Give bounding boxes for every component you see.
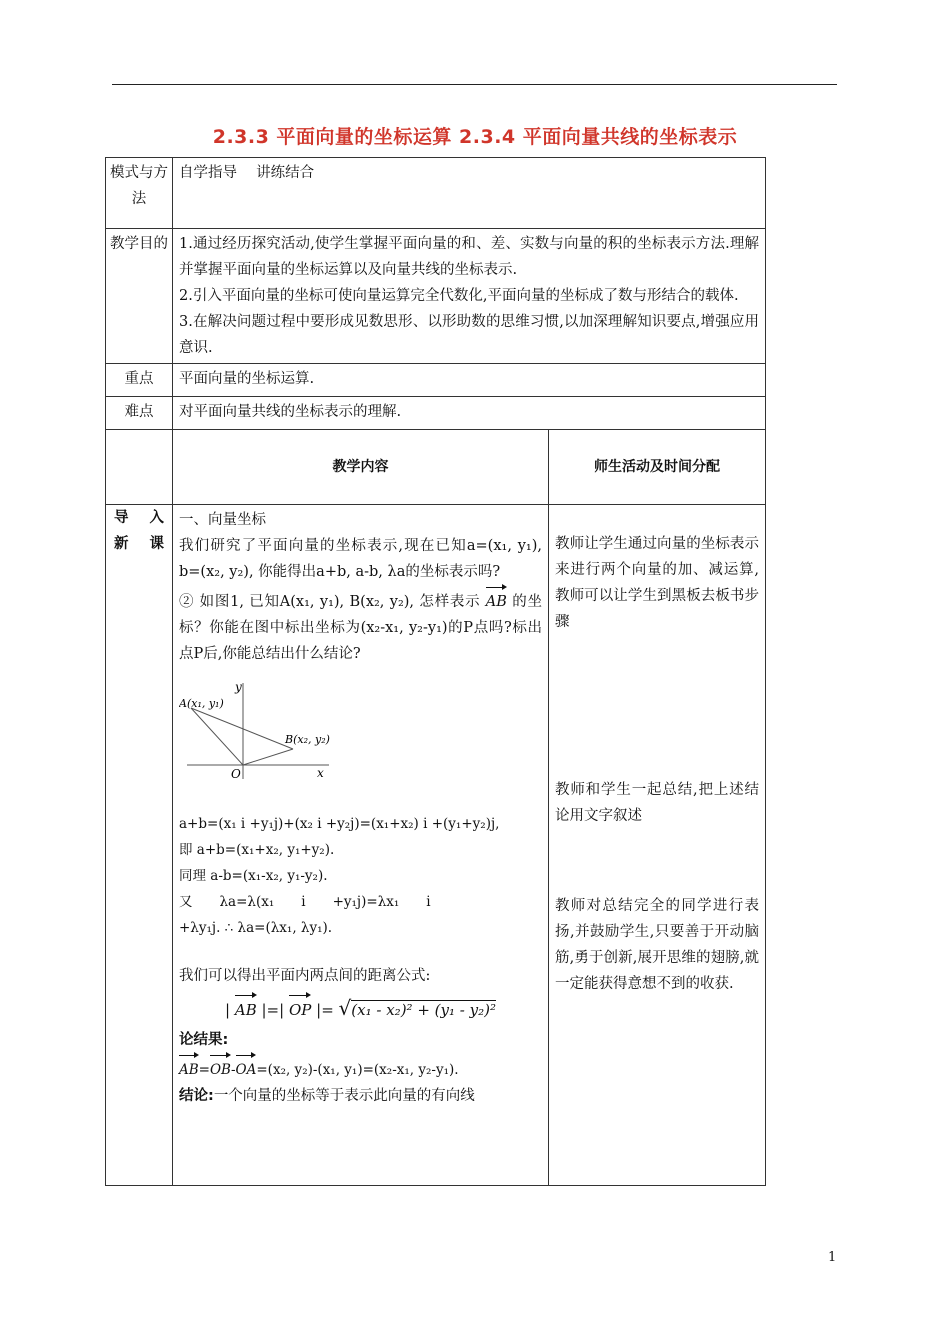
goal-item: 3.在解决问题过程中要形成见数思形、以形助数的思维习惯,以加深理解知识要点,增强应用意识. (179, 314, 760, 356)
final-conclusion (179, 1083, 542, 1109)
mode-value: 自学指导 讲练结合 (173, 158, 766, 229)
equation-line: 即 a+b=(x₁+x₂, y₁+y₂). (179, 842, 335, 858)
header-rule (112, 84, 837, 85)
goal-item: 1.通过经历探究活动,使学生掌握平面向量的和、差、实数与向量的积的坐标表示方法.理解并掌握平面向量的坐标运算以及向量共线的坐标表示. (179, 236, 760, 278)
formula-mid: |=| (261, 1001, 285, 1019)
goal-item: 2.引入平面向量的坐标可使向量运算完全代数化,平面向量的坐标成了数与形结合的载体. (179, 288, 739, 304)
equation-line: 同理 a-b=(x₁-x₂, y₁-y₂). (179, 868, 328, 884)
conclusion-rest: =(x₂, y₂)-(x₁, y₁)=(x₂-x₁, y₂-y₁). (256, 1062, 459, 1078)
conclusion-label-text: 论结果: (179, 1032, 229, 1048)
formula-vector-op: OP (289, 993, 311, 1023)
goals-label: 教学目的 (106, 229, 173, 364)
key-value: 平面向量的坐标运算. (173, 364, 766, 397)
question-paragraph (179, 585, 542, 667)
formula-bar: | (225, 1001, 231, 1019)
formula-root: (x₁ - x₂)² + (y₁ - y₂)² (351, 1001, 496, 1019)
point-a-label: A(x₁, y₁) (179, 697, 224, 710)
lesson-table (105, 157, 766, 1186)
formula-eq: |= (316, 1001, 334, 1019)
minus-sign: - (230, 1062, 236, 1078)
goals-list (173, 229, 766, 364)
equation-line: +λy₁j. ∴ λa=(λx₁, λy₁). (179, 920, 333, 936)
activity-notes (549, 505, 766, 1186)
vector-ob: OB (210, 1053, 231, 1083)
final-label: 结论: (179, 1088, 214, 1104)
activity-note: 教师和学生一起总结,把上述结论用文字叙述 (555, 782, 760, 824)
difficulty-value: 对平面向量共线的坐标表示的理解. (173, 397, 766, 430)
conclusion-equation (179, 1053, 542, 1083)
row-goals (106, 229, 766, 364)
intro-label: 导 入新 课 (106, 505, 173, 1186)
sqrt-symbol: √ (338, 996, 352, 1020)
row-headers (106, 430, 766, 505)
coordinate-diagram (179, 681, 349, 781)
figure-1 (179, 681, 542, 781)
x-axis-label: x (317, 766, 324, 780)
header-empty (106, 430, 173, 505)
origin-label: O (231, 767, 241, 781)
section-heading: 一、向量坐标 (179, 512, 266, 528)
y-axis-label: y (235, 681, 242, 694)
point-b-label: B(x₂, y₂) (285, 733, 330, 746)
page-title: 2.3.3 平面向量的坐标运算 2.3.4 平面向量共线的坐标表示 (212, 126, 738, 148)
question-text-b: 的坐标？你能在图中标出坐标为(x₂-x₁, y₂-y₁)的P点吗?标出点P后,你能总结出什么结论? (179, 594, 543, 662)
intro-paragraph: 我们研究了平面向量的坐标表示,现在已知a=(x₁, y₁), b=(x₂, y₂), 你能得出a+b, a-b, λa的坐标表示吗? (179, 538, 542, 580)
equals-sign: = (198, 1062, 210, 1078)
row-key (106, 364, 766, 397)
key-label: 重点 (106, 364, 173, 397)
header-activity: 师生活动及时间分配 (549, 430, 766, 505)
equation-line: a+b=(x₁ i +y₁j)+(x₂ i +y₂j)=(x₁+x₂) i +(y₁+y₂)j, (179, 816, 500, 832)
formula-vector-ab: AB (235, 993, 257, 1023)
conclusion-label (179, 1027, 542, 1053)
intro-content (173, 505, 549, 1186)
final-text: 一个向量的坐标等于表示此向量的有向线 (213, 1088, 475, 1104)
activity-note: 教师让学生通过向量的坐标表示来进行两个向量的加、减运算,教师可以让学生到黑板去板书步骤 (555, 536, 760, 630)
vector-oa: OA (236, 1053, 257, 1083)
vector-ab: AB (486, 585, 507, 615)
equation-line: 又 λa=λ(x₁ i +y₁j)=λx₁ i (179, 894, 431, 910)
row-intro (106, 505, 766, 1186)
row-mode (106, 158, 766, 229)
distance-intro: 我们可以得出平面内两点间的距离公式: (179, 968, 431, 984)
distance-formula (179, 993, 542, 1023)
page-number: 1 (828, 1250, 837, 1265)
vector-ab-2: AB (179, 1053, 199, 1083)
mode-label: 模式与方法 (106, 158, 173, 229)
row-difficulty (106, 397, 766, 430)
difficulty-label: 难点 (106, 397, 173, 430)
question-text-a: ② 如图1, 已知A(x₁, y₁), B(x₂, y₂), 怎样表示 (179, 594, 481, 610)
activity-note: 教师对总结完全的同学进行表扬,并鼓励学生,只要善于开动脑筋,勇于创新,展开思维的翅膀,就一定能获得意想不到的收获. (555, 898, 760, 992)
header-content: 教学内容 (173, 430, 549, 505)
